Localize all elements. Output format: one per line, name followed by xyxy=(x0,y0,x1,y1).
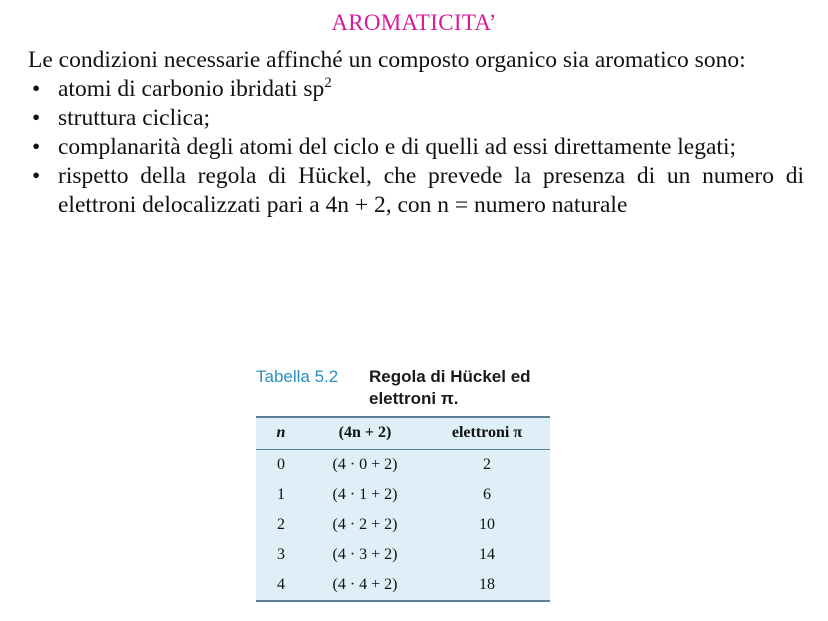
table-label: Tabella 5.2 xyxy=(256,367,339,386)
cell-formula: (4 · 1 + 2) xyxy=(332,486,398,503)
cell-n: 0 xyxy=(277,456,285,473)
condition-text: struttura ciclica; xyxy=(58,105,211,131)
hueckel-table-figure xyxy=(256,366,556,602)
page-title: AROMATICITA’ xyxy=(331,10,497,35)
condition-item xyxy=(28,104,804,133)
cell-formula: (4 · 2 + 2) xyxy=(332,516,398,533)
body-text xyxy=(28,46,804,220)
bullet-icon: • xyxy=(32,163,41,189)
column-header-formula: (4n + 2) xyxy=(306,418,424,450)
cell-electrons: 6 xyxy=(483,486,491,503)
column-header-electrons: elettroni π xyxy=(424,418,550,450)
condition-text: rispetto della regola di Hückel, che prevede la presenza di un numero di elettroni delocalizzati pari a 4n + 2, con n = numero naturale xyxy=(58,163,804,218)
hueckel-table xyxy=(256,418,550,600)
table-row xyxy=(256,480,550,510)
cell-formula: (4 · 0 + 2) xyxy=(332,456,398,473)
condition-item xyxy=(28,133,804,162)
table-row xyxy=(256,450,550,481)
cell-electrons: 14 xyxy=(479,546,495,563)
table-header-row xyxy=(256,418,550,450)
table-title: Regola di Hückel ed elettroni π. xyxy=(369,367,531,408)
condition-text: complanarità degli atomi del ciclo e di quelli ad essi direttamente legati; xyxy=(58,134,737,160)
cell-electrons: 18 xyxy=(479,576,495,593)
superscript: 2 xyxy=(324,75,332,91)
bullet-icon: • xyxy=(32,105,41,131)
cell-formula: (4 · 3 + 2) xyxy=(332,546,398,563)
table-caption xyxy=(256,366,556,410)
cell-electrons: 10 xyxy=(479,516,495,533)
condition-item xyxy=(28,75,804,104)
cell-n: 1 xyxy=(277,486,285,503)
table-row xyxy=(256,570,550,600)
intro-paragraph: Le condizioni necessarie affinché un composto organico sia aromatico sono: xyxy=(28,47,746,73)
condition-text: atomi di carbonio ibridati sp xyxy=(58,76,325,102)
cell-n: 3 xyxy=(277,546,285,563)
conditions-list xyxy=(28,75,804,220)
cell-electrons: 2 xyxy=(483,456,491,473)
condition-item xyxy=(28,162,804,220)
column-header-n: n xyxy=(256,418,306,450)
table-row xyxy=(256,540,550,570)
cell-formula: (4 · 4 + 2) xyxy=(332,576,398,593)
cell-n: 4 xyxy=(277,576,285,593)
cell-n: 2 xyxy=(277,516,285,533)
table-panel xyxy=(256,416,550,602)
bullet-icon: • xyxy=(32,76,41,102)
table-row xyxy=(256,510,550,540)
bullet-icon: • xyxy=(32,134,41,160)
